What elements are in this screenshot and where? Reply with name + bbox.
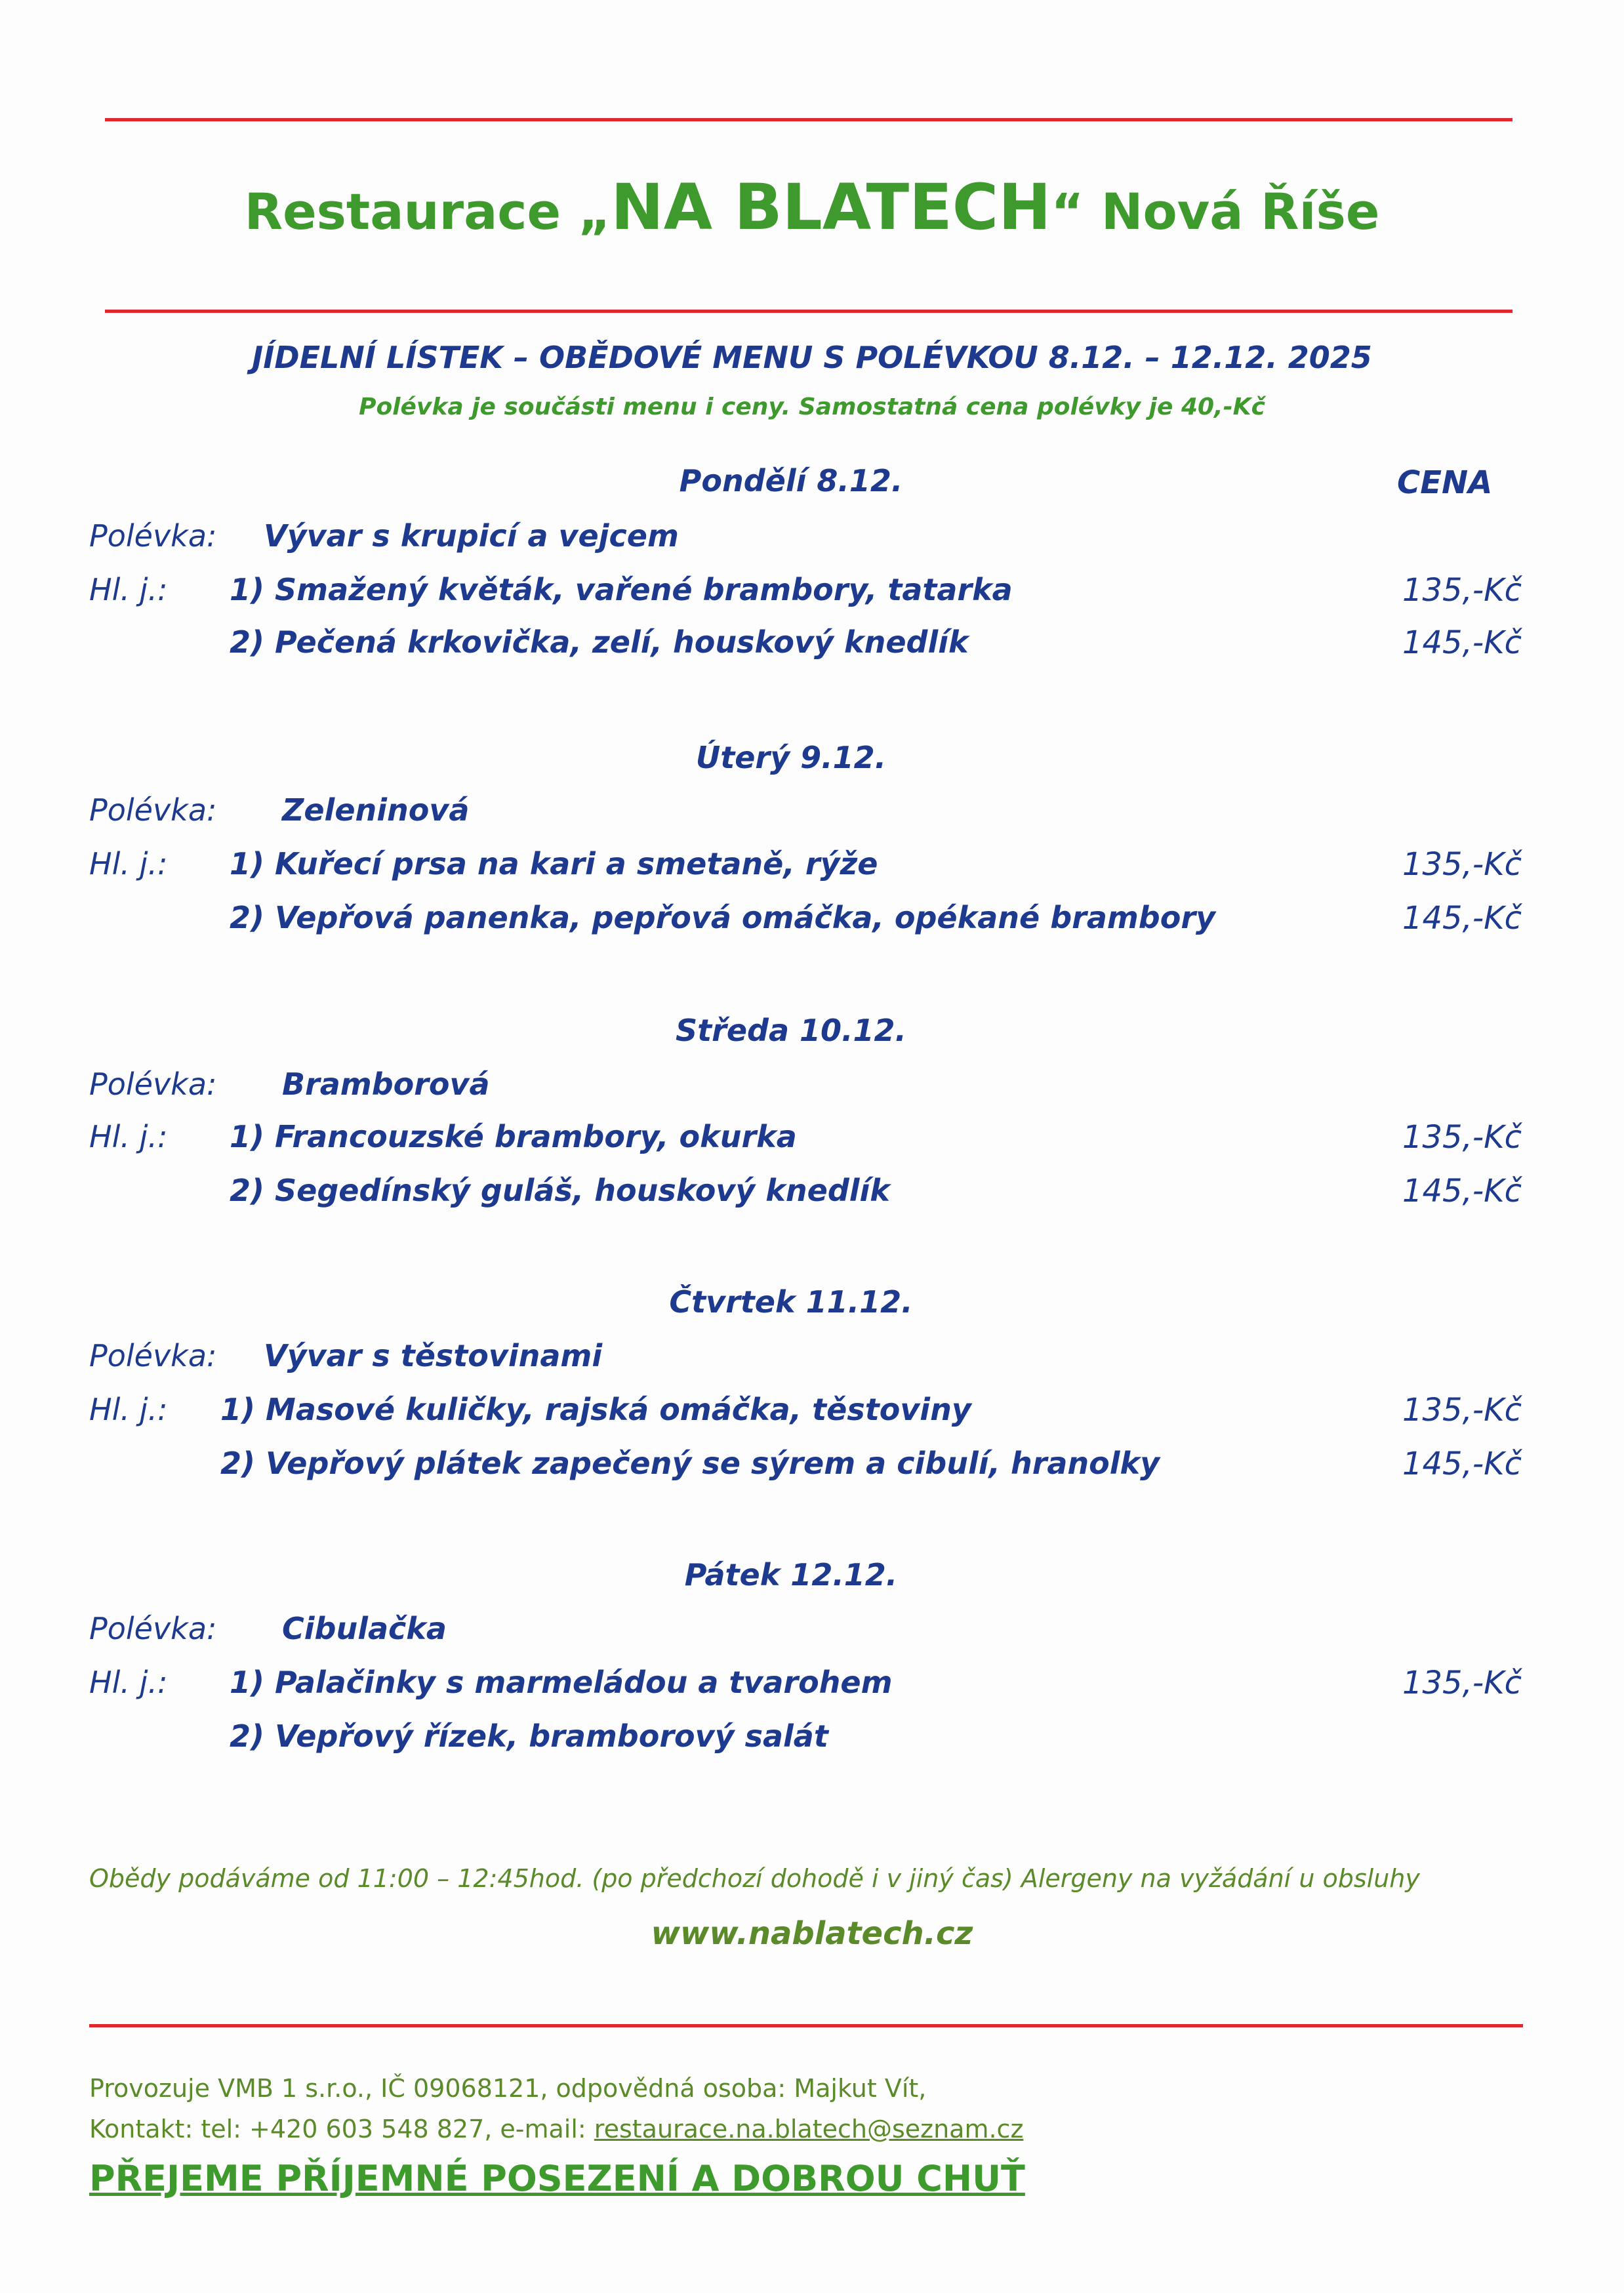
meal-price: 135,-Kč bbox=[1402, 1665, 1522, 1701]
price-column-header: CENA bbox=[1397, 464, 1493, 501]
top-rule bbox=[105, 118, 1512, 121]
day-heading: Středa 10.12. bbox=[676, 1013, 906, 1048]
soup-name: Cibulačka bbox=[282, 1611, 447, 1646]
meal-price: 135,-Kč bbox=[1402, 846, 1522, 883]
meal-price: 135,-Kč bbox=[1402, 1392, 1522, 1429]
main-label: Hl. j.: bbox=[89, 1665, 168, 1700]
serving-hours-note: Obědy podáváme od 11:00 – 12:45hod. (po předchozí dohodě i v jiný čas) Alergeny na vyžádání u obsluhy bbox=[89, 1864, 1420, 1893]
meal-price: 135,-Kč bbox=[1402, 572, 1522, 609]
meal-item: 2) Vepřový řízek, bramborový salát bbox=[230, 1718, 828, 1754]
main-label: Hl. j.: bbox=[89, 572, 168, 607]
meal-item: 1) Palačinky s marmeládou a tvarohem bbox=[230, 1665, 893, 1700]
main-label: Hl. j.: bbox=[89, 1392, 168, 1427]
meal-item: 2) Vepřový plátek zapečený se sýrem a cibulí, hranolky bbox=[220, 1446, 1160, 1481]
soup-label: Polévka: bbox=[89, 1066, 217, 1102]
contact-prefix: Kontakt: tel: +420 603 548 827, e-mail: bbox=[89, 2115, 594, 2143]
meal-item: 1) Masové kuličky, rajská omáčka, těstoviny bbox=[220, 1392, 971, 1427]
restaurant-title bbox=[0, 171, 1624, 244]
meal-item: 1) Smažený květák, vařené brambory, tatarka bbox=[230, 572, 1013, 607]
main-label: Hl. j.: bbox=[89, 846, 168, 882]
soup-name: Bramborová bbox=[282, 1066, 490, 1102]
day-heading: Čtvrtek 11.12. bbox=[669, 1284, 913, 1320]
menu-heading: JÍDELNÍ LÍSTEK – OBĚDOVÉ MENU S POLÉVKOU 8.12. – 12.12. 2025 bbox=[252, 340, 1372, 375]
meal-price: 145,-Kč bbox=[1402, 1173, 1522, 1209]
contact-info bbox=[89, 2115, 1023, 2143]
meal-price: 135,-Kč bbox=[1402, 1119, 1522, 1156]
day-heading: Úterý 9.12. bbox=[695, 740, 887, 775]
meal-item: 2) Segedínský guláš, houskový knedlík bbox=[230, 1173, 890, 1208]
meal-price: 145,-Kč bbox=[1402, 1446, 1522, 1482]
meal-item: 1) Francouzské brambory, okurka bbox=[230, 1119, 797, 1154]
footer-rule bbox=[89, 2024, 1523, 2027]
meal-price: 145,-Kč bbox=[1402, 624, 1522, 661]
soup-label: Polévka: bbox=[89, 1338, 217, 1373]
soup-label: Polévka: bbox=[89, 792, 217, 828]
title-rule bbox=[105, 310, 1512, 313]
closing-wish: PŘEJEME PŘÍJEMNÉ POSEZENÍ A DOBROU CHUŤ bbox=[89, 2158, 1025, 2199]
meal-item: 2) Pečená krkovička, zelí, houskový knedlík bbox=[230, 624, 969, 660]
meal-item: 1) Kuřecí prsa na kari a smetaně, rýže bbox=[230, 846, 878, 882]
email-link[interactable]: restaurace.na.blatech@seznam.cz bbox=[594, 2115, 1024, 2143]
main-label: Hl. j.: bbox=[89, 1119, 168, 1154]
soup-price-note: Polévka je součásti menu i ceny. Samostatná cena polévky je 40,-Kč bbox=[359, 394, 1265, 420]
day-heading: Pondělí 8.12. bbox=[679, 463, 903, 498]
meal-price: 145,-Kč bbox=[1402, 900, 1522, 937]
soup-name: Zeleninová bbox=[282, 792, 470, 828]
soup-name: Vývar s krupicí a vejcem bbox=[264, 518, 679, 554]
day-heading: Pátek 12.12. bbox=[684, 1557, 898, 1593]
soup-name: Vývar s těstovinami bbox=[264, 1338, 603, 1373]
title-suffix: “ Nová Říše bbox=[1051, 182, 1380, 241]
title-prefix: Restaurace „ bbox=[244, 182, 611, 241]
soup-label: Polévka: bbox=[89, 518, 217, 554]
website-link[interactable]: www.nablatech.cz bbox=[651, 1915, 973, 1952]
operator-info: Provozuje VMB 1 s.r.o., IČ 09068121, odpovědná osoba: Majkut Vít, bbox=[89, 2074, 927, 2103]
title-name: NA BLATECH bbox=[611, 171, 1051, 244]
meal-item: 2) Vepřová panenka, pepřová omáčka, opékané brambory bbox=[230, 900, 1215, 935]
soup-label: Polévka: bbox=[89, 1611, 217, 1646]
